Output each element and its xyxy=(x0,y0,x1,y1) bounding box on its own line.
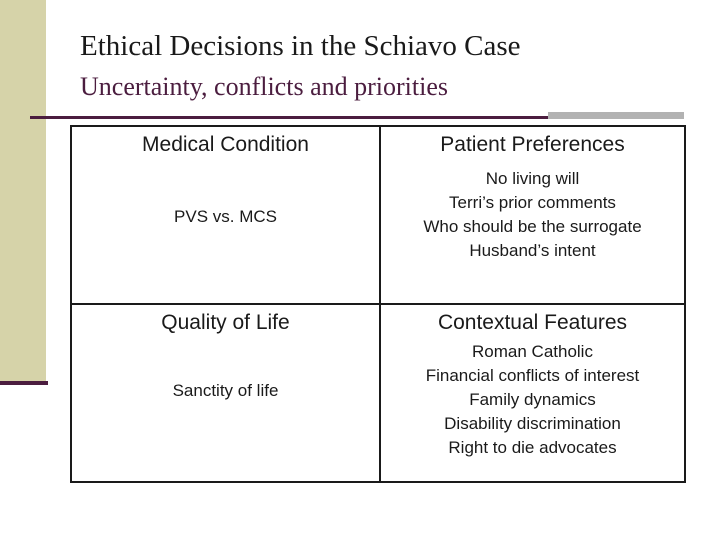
side-decor-accent xyxy=(0,381,48,385)
title-rule-accent xyxy=(548,112,684,119)
patient-preferences-heading: Patient Preferences xyxy=(440,133,625,156)
patient-preferences-item: Terri’s prior comments xyxy=(449,193,616,212)
patient-preferences-item: Who should be the surrogate xyxy=(423,217,642,236)
quality-of-life-heading: Quality of Life xyxy=(161,311,290,334)
patient-preferences-item: Husband’s intent xyxy=(469,241,596,260)
four-box-grid xyxy=(70,125,686,483)
slide-title: Ethical Decisions in the Schiavo Case xyxy=(80,30,521,62)
contextual-features-heading: Contextual Features xyxy=(437,311,628,334)
contextual-features-item: Financial conflicts of interest xyxy=(425,366,640,385)
slide-subtitle: Uncertainty, conflicts and priorities xyxy=(80,72,448,101)
side-decor-bar xyxy=(0,0,46,382)
contextual-features-item: Right to die advocates xyxy=(448,438,617,457)
grid-divider-horizontal xyxy=(72,303,684,305)
medical-condition-item: PVS vs. MCS xyxy=(174,207,277,226)
title-rule xyxy=(30,116,550,119)
contextual-features-item: Family dynamics xyxy=(469,390,596,409)
quality-of-life-item: Sanctity of life xyxy=(172,381,279,400)
patient-preferences-item: No living will xyxy=(485,169,580,188)
contextual-features-item: Disability discrimination xyxy=(444,414,621,433)
medical-condition-heading: Medical Condition xyxy=(142,133,309,156)
contextual-features-item: Roman Catholic xyxy=(472,342,593,361)
